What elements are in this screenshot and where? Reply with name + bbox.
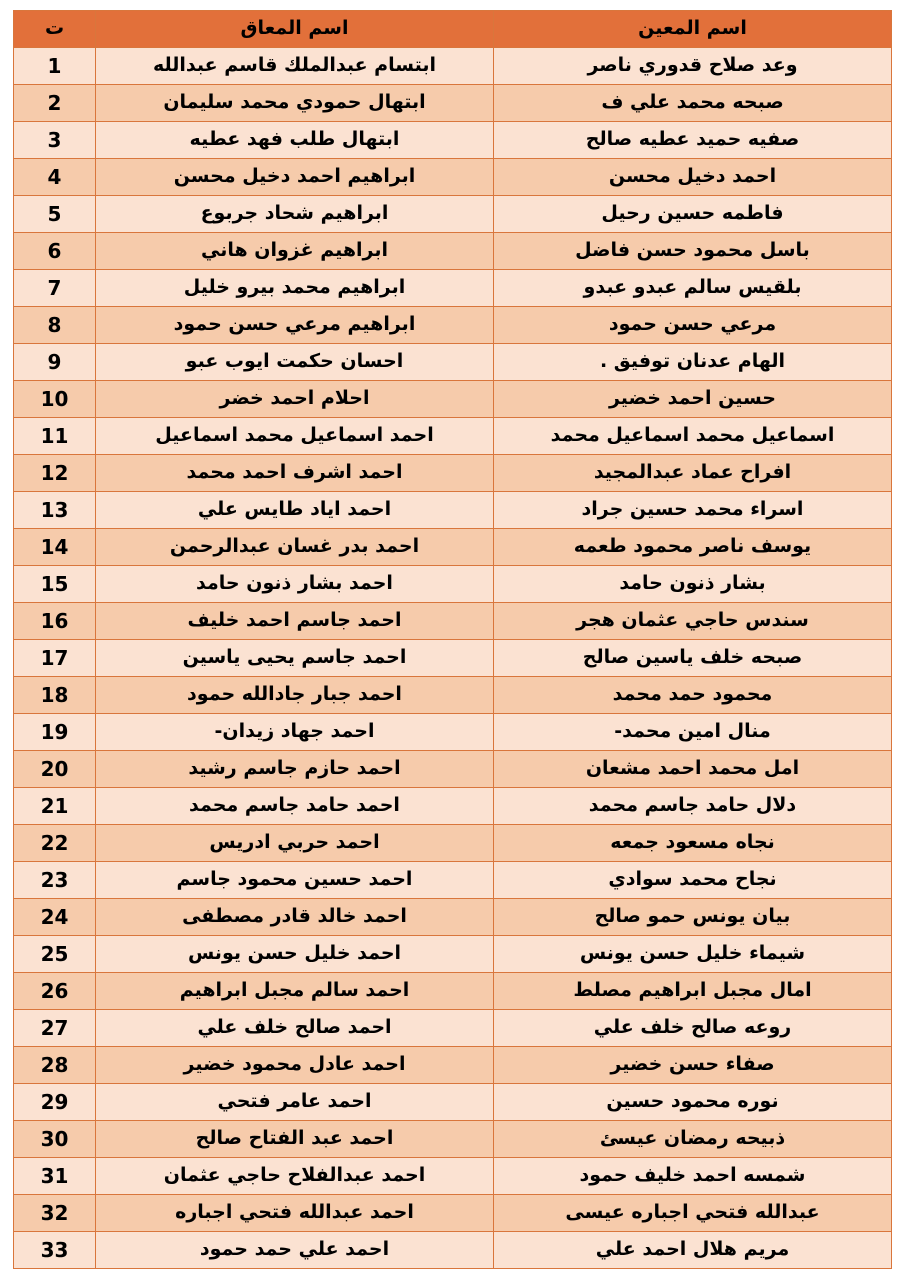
table-row (14, 270, 892, 307)
cell-disabled-name: ابراهيم مرعي حسن حمود (96, 307, 494, 344)
cell-row-index: 4 (14, 159, 96, 196)
column-header-index: ت (14, 11, 96, 48)
table-row (14, 529, 892, 566)
cell-row-index: 19 (14, 714, 96, 751)
cell-disabled-name: احمد حازم جاسم رشيد (96, 751, 494, 788)
table-row (14, 825, 892, 862)
cell-row-index: 25 (14, 936, 96, 973)
cell-disabled-name: احمد عادل محمود خضير (96, 1047, 494, 1084)
cell-disabled-name: ابتسام عبدالملك قاسم عبدالله (96, 48, 494, 85)
table-row (14, 1158, 892, 1195)
cell-helper-name: افراح عماد عبدالمجيد (494, 455, 892, 492)
table-row (14, 307, 892, 344)
cell-disabled-name: احمد حامد جاسم محمد (96, 788, 494, 825)
cell-disabled-name: احمد جاسم يحيى ياسين (96, 640, 494, 677)
cell-helper-name: شيماء خليل حسن يونس (494, 936, 892, 973)
cell-disabled-name: ابراهيم محمد بيرو خليل (96, 270, 494, 307)
cell-row-index: 22 (14, 825, 96, 862)
cell-helper-name: فاطمه حسين رحيل (494, 196, 892, 233)
cell-disabled-name: ابراهيم احمد دخيل محسن (96, 159, 494, 196)
cell-helper-name: صفيه حميد عطيه صالح (494, 122, 892, 159)
column-header-helper-name: اسم المعين (494, 11, 892, 48)
cell-helper-name: باسل محمود حسن فاضل (494, 233, 892, 270)
cell-disabled-name: احمد خالد قادر مصطفى (96, 899, 494, 936)
table-row (14, 159, 892, 196)
cell-row-index: 21 (14, 788, 96, 825)
cell-disabled-name: احمد جبار جادالله حمود (96, 677, 494, 714)
cell-disabled-name: ابتهال طلب فهد عطيه (96, 122, 494, 159)
cell-row-index: 17 (14, 640, 96, 677)
cell-disabled-name: احلام احمد خضر (96, 381, 494, 418)
cell-helper-name: اسراء محمد حسين جراد (494, 492, 892, 529)
cell-helper-name: امال مجبل ابراهيم مصلط (494, 973, 892, 1010)
cell-disabled-name: احمد حسين محمود جاسم (96, 862, 494, 899)
table-row (14, 677, 892, 714)
cell-disabled-name: احمد جهاد زيدان- (96, 714, 494, 751)
cell-helper-name: روعه صالح خلف علي (494, 1010, 892, 1047)
cell-row-index: 16 (14, 603, 96, 640)
table-row (14, 751, 892, 788)
cell-disabled-name: ابتهال حمودي محمد سليمان (96, 85, 494, 122)
cell-row-index: 14 (14, 529, 96, 566)
cell-helper-name: نوره محمود حسين (494, 1084, 892, 1121)
cell-helper-name: منال امين محمد- (494, 714, 892, 751)
table-row (14, 788, 892, 825)
cell-row-index: 15 (14, 566, 96, 603)
cell-helper-name: بيان يونس حمو صالح (494, 899, 892, 936)
cell-row-index: 24 (14, 899, 96, 936)
cell-helper-name: احمد دخيل محسن (494, 159, 892, 196)
cell-helper-name: بلقيس سالم عبدو عبدو (494, 270, 892, 307)
table-header-row (14, 11, 892, 48)
table-row (14, 603, 892, 640)
cell-row-index: 3 (14, 122, 96, 159)
cell-row-index: 13 (14, 492, 96, 529)
table-row (14, 344, 892, 381)
cell-row-index: 10 (14, 381, 96, 418)
cell-helper-name: صبحه خلف ياسين صالح (494, 640, 892, 677)
cell-helper-name: اسماعيل محمد اسماعيل محمد (494, 418, 892, 455)
table-row (14, 1121, 892, 1158)
cell-row-index: 2 (14, 85, 96, 122)
table-row (14, 455, 892, 492)
cell-helper-name: شمسه احمد خليف حمود (494, 1158, 892, 1195)
cell-row-index: 12 (14, 455, 96, 492)
cell-helper-name: نجاح محمد سوادي (494, 862, 892, 899)
cell-row-index: 32 (14, 1195, 96, 1232)
cell-disabled-name: احمد بدر غسان عبدالرحمن (96, 529, 494, 566)
cell-disabled-name: ابراهيم شحاد جربوع (96, 196, 494, 233)
table-row (14, 566, 892, 603)
cell-helper-name: مرعي حسن حمود (494, 307, 892, 344)
cell-helper-name: حسين احمد خضير (494, 381, 892, 418)
cell-disabled-name: احمد خليل حسن يونس (96, 936, 494, 973)
table-row (14, 85, 892, 122)
cell-disabled-name: احسان حكمت ايوب عبو (96, 344, 494, 381)
cell-row-index: 18 (14, 677, 96, 714)
table-row (14, 936, 892, 973)
table-body (14, 48, 892, 1269)
cell-disabled-name: احمد حربي ادريس (96, 825, 494, 862)
table-row (14, 1010, 892, 1047)
cell-helper-name: وعد صلاح قدوري ناصر (494, 48, 892, 85)
cell-row-index: 1 (14, 48, 96, 85)
table-row (14, 640, 892, 677)
table-row (14, 862, 892, 899)
table-row (14, 233, 892, 270)
cell-helper-name: امل محمد احمد مشعان (494, 751, 892, 788)
cell-disabled-name: احمد اشرف احمد محمد (96, 455, 494, 492)
cell-row-index: 9 (14, 344, 96, 381)
cell-row-index: 29 (14, 1084, 96, 1121)
cell-helper-name: يوسف ناصر محمود طعمه (494, 529, 892, 566)
cell-disabled-name: احمد عبدالله فتحي اجباره (96, 1195, 494, 1232)
table-row (14, 1047, 892, 1084)
cell-row-index: 30 (14, 1121, 96, 1158)
cell-helper-name: نجاه مسعود جمعه (494, 825, 892, 862)
table-row (14, 122, 892, 159)
cell-disabled-name: احمد اياد طايس علي (96, 492, 494, 529)
cell-disabled-name: احمد بشار ذنون حامد (96, 566, 494, 603)
cell-row-index: 27 (14, 1010, 96, 1047)
cell-row-index: 8 (14, 307, 96, 344)
cell-row-index: 7 (14, 270, 96, 307)
cell-helper-name: دلال حامد جاسم محمد (494, 788, 892, 825)
table-row (14, 418, 892, 455)
cell-row-index: 20 (14, 751, 96, 788)
cell-helper-name: عبدالله فتحي اجباره عيسى (494, 1195, 892, 1232)
cell-disabled-name: ابراهيم غزوان هاني (96, 233, 494, 270)
table-row (14, 492, 892, 529)
cell-helper-name: بشار ذنون حامد (494, 566, 892, 603)
cell-helper-name: صفاء حسن خضير (494, 1047, 892, 1084)
disabled-persons-registry-table (13, 10, 892, 1269)
cell-disabled-name: احمد اسماعيل محمد اسماعيل (96, 418, 494, 455)
cell-row-index: 23 (14, 862, 96, 899)
cell-row-index: 31 (14, 1158, 96, 1195)
table-row (14, 714, 892, 751)
table-row (14, 48, 892, 85)
table-row (14, 1084, 892, 1121)
cell-row-index: 11 (14, 418, 96, 455)
table-row (14, 196, 892, 233)
cell-row-index: 33 (14, 1232, 96, 1269)
table-row (14, 381, 892, 418)
cell-disabled-name: احمد جاسم احمد خليف (96, 603, 494, 640)
table-row (14, 1195, 892, 1232)
cell-helper-name: صبحه محمد علي ف (494, 85, 892, 122)
cell-helper-name: محمود حمد محمد (494, 677, 892, 714)
column-header-disabled-name: اسم المعاق (96, 11, 494, 48)
cell-row-index: 28 (14, 1047, 96, 1084)
table-row (14, 973, 892, 1010)
cell-disabled-name: احمد عامر فتحي (96, 1084, 494, 1121)
cell-disabled-name: احمد سالم مجبل ابراهيم (96, 973, 494, 1010)
cell-disabled-name: احمد عبدالفلاح حاجي عثمان (96, 1158, 494, 1195)
table-row (14, 899, 892, 936)
cell-row-index: 6 (14, 233, 96, 270)
cell-row-index: 5 (14, 196, 96, 233)
cell-helper-name: الهام عدنان توفيق . (494, 344, 892, 381)
cell-disabled-name: احمد علي حمد حمود (96, 1232, 494, 1269)
cell-disabled-name: احمد عبد الفتاح صالح (96, 1121, 494, 1158)
cell-helper-name: ذبيحه رمضان عيسئ (494, 1121, 892, 1158)
cell-helper-name: مريم هلال احمد علي (494, 1232, 892, 1269)
cell-disabled-name: احمد صالح خلف علي (96, 1010, 494, 1047)
table-header (14, 11, 892, 48)
table-row (14, 1232, 892, 1269)
cell-helper-name: سندس حاجي عثمان هجر (494, 603, 892, 640)
cell-row-index: 26 (14, 973, 96, 1010)
